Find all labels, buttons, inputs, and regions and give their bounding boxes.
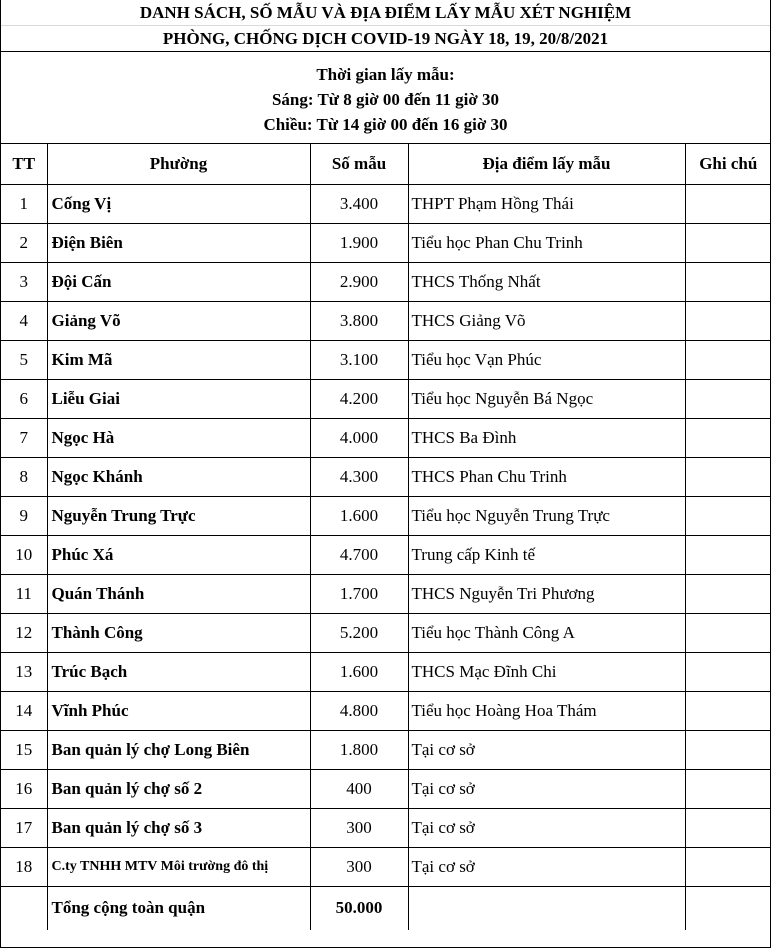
header-note[interactable]: Ghi chú xyxy=(685,144,771,184)
header-ward[interactable]: Phường xyxy=(47,144,310,184)
row-tt-cell[interactable]: 2 xyxy=(1,223,47,262)
table-row xyxy=(1,769,771,808)
row-ward-cell[interactable]: Giảng Võ xyxy=(47,301,310,340)
row-ward-cell[interactable]: C.ty TNHH MTV Môi trường đô thị xyxy=(47,847,310,886)
row-note-cell[interactable] xyxy=(685,379,771,418)
schedule-afternoon: Chiều: Từ 14 giờ 00 đến 16 giờ 30 xyxy=(263,115,508,134)
row-tt-cell[interactable]: 5 xyxy=(1,340,47,379)
row-ward-cell[interactable]: Phúc Xá xyxy=(47,535,310,574)
table-row xyxy=(1,223,771,262)
row-tt-cell[interactable]: 18 xyxy=(1,847,47,886)
row-location-cell[interactable]: Tại cơ sở xyxy=(408,808,685,847)
row-samples-cell[interactable]: 2.900 xyxy=(310,262,408,301)
row-samples-cell[interactable]: 300 xyxy=(310,808,408,847)
table-row xyxy=(1,535,771,574)
header-samples[interactable]: Số mẫu xyxy=(310,144,408,184)
row-ward-cell[interactable]: Kim Mã xyxy=(47,340,310,379)
total-label[interactable]: Tổng cộng toàn quận xyxy=(47,886,310,930)
row-tt-cell[interactable]: 11 xyxy=(1,574,47,613)
row-samples-cell[interactable]: 4.800 xyxy=(310,691,408,730)
row-note-cell[interactable] xyxy=(685,184,771,223)
table-row xyxy=(1,496,771,535)
row-samples-cell[interactable]: 3.100 xyxy=(310,340,408,379)
row-tt-cell[interactable]: 10 xyxy=(1,535,47,574)
row-samples-cell[interactable]: 1.600 xyxy=(310,652,408,691)
row-samples-cell[interactable]: 400 xyxy=(310,769,408,808)
schedule-heading: Thời gian lấy mẫu: xyxy=(316,65,455,84)
row-location-cell[interactable]: THCS Mạc Đĩnh Chi xyxy=(408,652,685,691)
row-ward-cell[interactable]: Trúc Bạch xyxy=(47,652,310,691)
row-ward-cell[interactable]: Cống Vị xyxy=(47,184,310,223)
table-row xyxy=(1,301,771,340)
row-ward-cell[interactable]: Ban quản lý chợ Long Biên xyxy=(47,730,310,769)
table-row xyxy=(1,457,771,496)
row-samples-cell[interactable]: 1.700 xyxy=(310,574,408,613)
row-location-cell[interactable]: Tiểu học Nguyễn Bá Ngọc xyxy=(408,379,685,418)
document-title-line2: PHÒNG, CHỐNG DỊCH COVID-19 NGÀY 18, 19, 20/8/2021 xyxy=(1,26,770,52)
table-row xyxy=(1,613,771,652)
table-row xyxy=(1,379,771,418)
row-ward-cell[interactable]: Quán Thánh xyxy=(47,574,310,613)
row-tt-cell[interactable]: 15 xyxy=(1,730,47,769)
row-location-cell[interactable]: THCS Phan Chu Trinh xyxy=(408,457,685,496)
row-location-cell[interactable]: Tiểu học Vạn Phúc xyxy=(408,340,685,379)
row-location-cell[interactable]: Tại cơ sở xyxy=(408,769,685,808)
row-tt-cell[interactable]: 6 xyxy=(1,379,47,418)
table-row xyxy=(1,184,771,223)
table-row xyxy=(1,808,771,847)
row-ward-cell[interactable]: Liễu Giai xyxy=(47,379,310,418)
row-note-cell[interactable] xyxy=(685,808,771,847)
row-note-cell[interactable] xyxy=(685,769,771,808)
row-samples-cell[interactable]: 1.900 xyxy=(310,223,408,262)
row-note-cell[interactable] xyxy=(685,691,771,730)
row-ward-cell[interactable]: Ngọc Khánh xyxy=(47,457,310,496)
row-location-cell[interactable]: THPT Phạm Hồng Thái xyxy=(408,184,685,223)
row-note-cell[interactable] xyxy=(685,223,771,262)
row-note-cell[interactable] xyxy=(685,457,771,496)
row-ward-cell[interactable]: Thành Công xyxy=(47,613,310,652)
row-location-cell[interactable]: THCS Ba Đình xyxy=(408,418,685,457)
row-samples-cell[interactable]: 4.200 xyxy=(310,379,408,418)
row-location-cell[interactable]: THCS Giảng Võ xyxy=(408,301,685,340)
row-ward-cell[interactable]: Ban quản lý chợ số 3 xyxy=(47,808,310,847)
header-tt[interactable]: TT xyxy=(1,144,47,184)
row-location-cell[interactable]: THCS Nguyễn Tri Phương xyxy=(408,574,685,613)
document-title-line1: DANH SÁCH, SỐ MẪU VÀ ĐỊA ĐIỂM LẤY MẪU XÉT NGHIỆM xyxy=(1,0,770,26)
row-location-cell[interactable]: Trung cấp Kinh tế xyxy=(408,535,685,574)
row-tt-cell[interactable]: 1 xyxy=(1,184,47,223)
total-row xyxy=(1,886,771,930)
row-samples-cell[interactable]: 5.200 xyxy=(310,613,408,652)
row-location-cell[interactable]: Tiểu học Thành Công A xyxy=(408,613,685,652)
total-location-cell[interactable] xyxy=(408,886,685,930)
row-note-cell[interactable] xyxy=(685,262,771,301)
row-tt-cell[interactable]: 4 xyxy=(1,301,47,340)
row-location-cell[interactable]: Tại cơ sở xyxy=(408,847,685,886)
total-samples[interactable]: 50.000 xyxy=(310,886,408,930)
row-location-cell[interactable]: THCS Thống Nhất xyxy=(408,262,685,301)
table-header-row xyxy=(1,144,771,184)
row-location-cell[interactable]: Tại cơ sở xyxy=(408,730,685,769)
row-samples-cell[interactable]: 3.800 xyxy=(310,301,408,340)
row-note-cell[interactable] xyxy=(685,652,771,691)
row-note-cell[interactable] xyxy=(685,301,771,340)
row-samples-cell[interactable]: 3.400 xyxy=(310,184,408,223)
row-tt-cell[interactable]: 9 xyxy=(1,496,47,535)
total-tt-cell[interactable] xyxy=(1,886,47,930)
row-ward-cell[interactable]: Nguyễn Trung Trực xyxy=(47,496,310,535)
row-note-cell[interactable] xyxy=(685,613,771,652)
table-row xyxy=(1,418,771,457)
row-samples-cell[interactable]: 300 xyxy=(310,847,408,886)
header-location[interactable]: Địa điểm lấy mẫu xyxy=(408,144,685,184)
schedule-morning: Sáng: Từ 8 giờ 00 đến 11 giờ 30 xyxy=(271,90,500,109)
row-samples-cell[interactable]: 4.700 xyxy=(310,535,408,574)
row-ward-cell[interactable]: Đội Cấn xyxy=(47,262,310,301)
row-location-cell[interactable]: Tiểu học Phan Chu Trinh xyxy=(408,223,685,262)
row-note-cell[interactable] xyxy=(685,847,771,886)
row-tt-cell[interactable]: 8 xyxy=(1,457,47,496)
table-row xyxy=(1,847,771,886)
row-tt-cell[interactable]: 3 xyxy=(1,262,47,301)
table-row xyxy=(1,262,771,301)
row-ward-cell[interactable]: Điện Biên xyxy=(47,223,310,262)
row-ward-cell[interactable]: Vĩnh Phúc xyxy=(47,691,310,730)
row-location-cell[interactable]: Tiểu học Nguyễn Trung Trực xyxy=(408,496,685,535)
row-location-cell[interactable]: Tiểu học Hoàng Hoa Thám xyxy=(408,691,685,730)
sampling-table xyxy=(1,144,771,930)
row-note-cell[interactable] xyxy=(685,574,771,613)
row-tt-cell[interactable]: 14 xyxy=(1,691,47,730)
row-ward-cell[interactable]: Ngọc Hà xyxy=(47,418,310,457)
table-row xyxy=(1,340,771,379)
row-note-cell[interactable] xyxy=(685,496,771,535)
row-note-cell[interactable] xyxy=(685,340,771,379)
table-row xyxy=(1,691,771,730)
row-samples-cell[interactable]: 4.000 xyxy=(310,418,408,457)
table-row xyxy=(1,652,771,691)
total-note-cell[interactable] xyxy=(685,886,771,930)
row-samples-cell[interactable]: 1.600 xyxy=(310,496,408,535)
row-note-cell[interactable] xyxy=(685,730,771,769)
table-row xyxy=(1,574,771,613)
row-note-cell[interactable] xyxy=(685,535,771,574)
row-tt-cell[interactable]: 7 xyxy=(1,418,47,457)
row-note-cell[interactable] xyxy=(685,418,771,457)
sampling-schedule xyxy=(1,52,770,144)
row-samples-cell[interactable]: 4.300 xyxy=(310,457,408,496)
row-tt-cell[interactable]: 13 xyxy=(1,652,47,691)
table-row xyxy=(1,730,771,769)
row-tt-cell[interactable]: 16 xyxy=(1,769,47,808)
row-tt-cell[interactable]: 17 xyxy=(1,808,47,847)
row-ward-cell[interactable]: Ban quản lý chợ số 2 xyxy=(47,769,310,808)
row-samples-cell[interactable]: 1.800 xyxy=(310,730,408,769)
row-tt-cell[interactable]: 12 xyxy=(1,613,47,652)
